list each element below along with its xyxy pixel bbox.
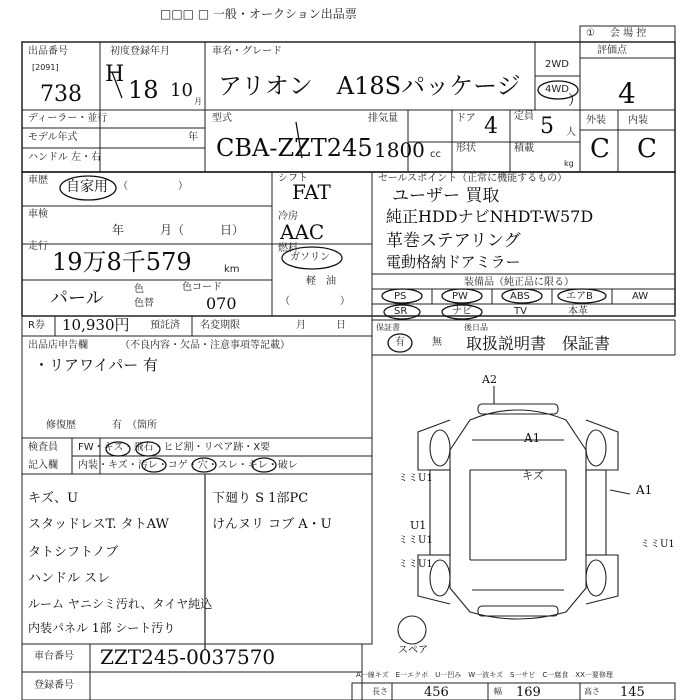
mileage-label: 走行 (28, 241, 48, 252)
equip-navi: ナビ (452, 306, 472, 317)
diagram-label: A1 (636, 483, 653, 497)
mileage-value: 19万8千579 (52, 248, 192, 276)
capacity-value: 5 (540, 114, 554, 139)
score-value: 4 (618, 77, 636, 110)
mileage-unit: km (224, 264, 240, 275)
lot-number: 738 (40, 82, 82, 107)
inspection-row-1: FW・キズ・飛石・ヒビ割・リペア跡・X要 (78, 442, 271, 453)
color-value: パール (50, 288, 104, 309)
color-code-label: 色コード (182, 282, 222, 293)
equip-aw: AW (632, 291, 649, 302)
diagram-label: キズ (522, 469, 544, 482)
diagram-label: U1 (410, 519, 427, 532)
repair-label: 修復歴 (46, 420, 76, 431)
name-label: 車名・グレード (212, 46, 282, 57)
diagram-label: スペア (398, 645, 428, 656)
model-code: CBA-ZZT245 (216, 134, 373, 162)
sales-line: 電動格納ドアミラー (386, 253, 521, 271)
r-ticket-label: R券 (28, 320, 45, 331)
lot-code: [2091] (32, 63, 59, 72)
load-unit: kg (564, 159, 574, 168)
dealer-label: ディーラー・並行 (28, 113, 108, 124)
displacement-label: 排気量 (368, 113, 398, 124)
doors-label: ドア (456, 113, 476, 124)
lot-label: 出品番号 (28, 46, 68, 57)
length-value: 456 (424, 685, 449, 700)
drive-2wd: 2WD (545, 59, 569, 70)
r-ticket-value: 10,930円 (62, 316, 130, 334)
color-label: 色 (134, 284, 144, 295)
score-label: 評価点 (597, 45, 627, 56)
color-code-value: 070 (206, 294, 237, 313)
ac-value: AAC (280, 220, 325, 244)
equip-leather: 本革 (568, 306, 588, 317)
fuel-label: 燃料 (278, 243, 298, 254)
first-reg-label: 初度登録年月 (110, 46, 170, 57)
exterior-label: 外装 (586, 115, 606, 126)
shift-value: FAT (292, 180, 331, 204)
fuel-light: 軽 油 (306, 276, 336, 287)
reg-deadline-label: 名変期限 (200, 320, 240, 331)
chassis-label: 車台番号 (34, 651, 74, 662)
inspection-label: 車検 (28, 209, 48, 220)
usage-label: 車歴 (28, 175, 48, 186)
first-reg-year: 18 (128, 76, 159, 104)
attached-label: 後日品 (464, 323, 488, 332)
diagram-label: A1 (524, 431, 541, 445)
color-change-label: 色替 (134, 298, 154, 309)
shift-label: シフト (278, 173, 308, 184)
model-year-label: モデル年式 (28, 132, 78, 143)
repair-value: 有 （箇所 (112, 420, 157, 431)
width-value: 169 (516, 685, 541, 700)
venue-label: 会 場 控 (610, 28, 647, 39)
registration-label: 登録番号 (34, 680, 74, 691)
drive-4wd: 4WD (545, 84, 569, 95)
first-reg-era: H (105, 62, 125, 87)
load-label: 積載 (514, 143, 534, 154)
equip-label: 装備品（純正品に限る） (464, 277, 574, 288)
usage-value: 自家用 (66, 179, 108, 195)
warranty-yes: 有 (395, 337, 405, 348)
length-label: 長さ (372, 687, 388, 696)
diagram-label: ミミU1 (398, 535, 433, 546)
equip-airbag: エアB (566, 291, 593, 302)
height-label: 高さ (584, 687, 600, 696)
first-reg-unit: 月 (194, 97, 202, 106)
height-value: 145 (620, 685, 645, 700)
capacity-label: 定員 (514, 111, 534, 122)
inspector-label-2: 記入欄 (28, 460, 58, 471)
exterior-grade: C (590, 134, 610, 164)
warranty-label: 保証書 (376, 323, 400, 332)
warranty-no: 無 (432, 337, 442, 348)
equip-abs: ABS (510, 291, 530, 302)
report-label: 出品店申告欄 (28, 340, 88, 351)
doors-value: 4 (484, 114, 498, 139)
inspection-note-left: ルーム ヤニシミ汚れ、タイヤ純込 (28, 597, 213, 611)
equip-sr: SR (394, 306, 408, 317)
inspection-note-left: キズ、U (28, 491, 79, 506)
handle-label: ハンドル 左・右 (28, 152, 102, 163)
first-reg-month: 10 (170, 80, 193, 101)
inspection-note-left: スタッドレスT. タトAW (28, 517, 169, 532)
model-label: 型式 (212, 113, 232, 124)
displacement-value: 1800 (374, 138, 425, 162)
equip-tv: TV (514, 306, 527, 317)
fuel-value: ガソリン (290, 252, 330, 263)
inspection-note-left: 内装パネル 1部 シート汚り (28, 621, 176, 635)
sales-line: 純正HDDナビNHDT-W57D (386, 207, 594, 226)
chassis-number: ZZT245-0037570 (100, 645, 276, 669)
reg-deadline-date: 月 日 (296, 320, 346, 331)
interior-grade: C (637, 134, 657, 164)
drive-mark: ） (568, 93, 582, 109)
interior-label: 内装 (628, 115, 648, 126)
equip-pw: PW (452, 291, 468, 302)
sales-line: 革巻ステアリング (386, 231, 521, 251)
sales-line: ユーザー 買取 (392, 186, 500, 206)
car-name: アリオン A18Sパッケージ (218, 72, 521, 100)
inspection-note-right: 下廻り S 1部PC (212, 491, 309, 506)
usage-paren: （ ） (118, 181, 188, 192)
shape-label: 形状 (456, 143, 476, 154)
inspector-label-1: 検査員 (28, 442, 58, 453)
deposit-label: 預託済 (150, 320, 180, 331)
inspection-note-right: けんヌリ コブ A・U (212, 517, 332, 532)
report-text: ・リアワイパー 有 (34, 356, 159, 374)
report-sub: （不良内容・欠品・注意事項等記載） (120, 340, 290, 351)
ac-label: 冷房 (278, 211, 298, 222)
diagram-label: ミミU1 (398, 559, 433, 570)
attached-value: 取扱説明書 保証書 (466, 334, 611, 353)
model-year-unit: 年 (188, 132, 198, 143)
width-label: 幅 (494, 687, 502, 696)
inspection-row-2: 内装・キズ・汚レ・コゲ・穴・スレ・キレ・破レ (78, 460, 298, 471)
displacement-unit: cc (430, 149, 441, 160)
fuel-paren: （ ） (280, 296, 350, 307)
venue-number: ① (586, 28, 595, 39)
sales-label: セールスポイント（正常に機能するもの） (378, 173, 568, 184)
diagram-label: A2 (482, 373, 497, 386)
damage-legend: A一線キズ E一エクボ U一凹み W一波キズ S一サビ C一腐食 XX一要修理 (356, 671, 613, 679)
capacity-unit: 人 (566, 127, 576, 138)
diagram-label: ミミU1 (640, 539, 675, 550)
inspection-date: 年 月（ 日） (112, 223, 245, 237)
equip-ps: PS (394, 291, 407, 302)
sheet-title: □□□ □ 一般・オークション出品票 (160, 7, 357, 21)
diagram-label: ミミU1 (398, 473, 433, 484)
inspection-note-left: ハンドル スレ (28, 571, 111, 586)
car-damage-diagram (398, 386, 630, 644)
inspection-note-left: タトシフトノブ (28, 545, 119, 560)
